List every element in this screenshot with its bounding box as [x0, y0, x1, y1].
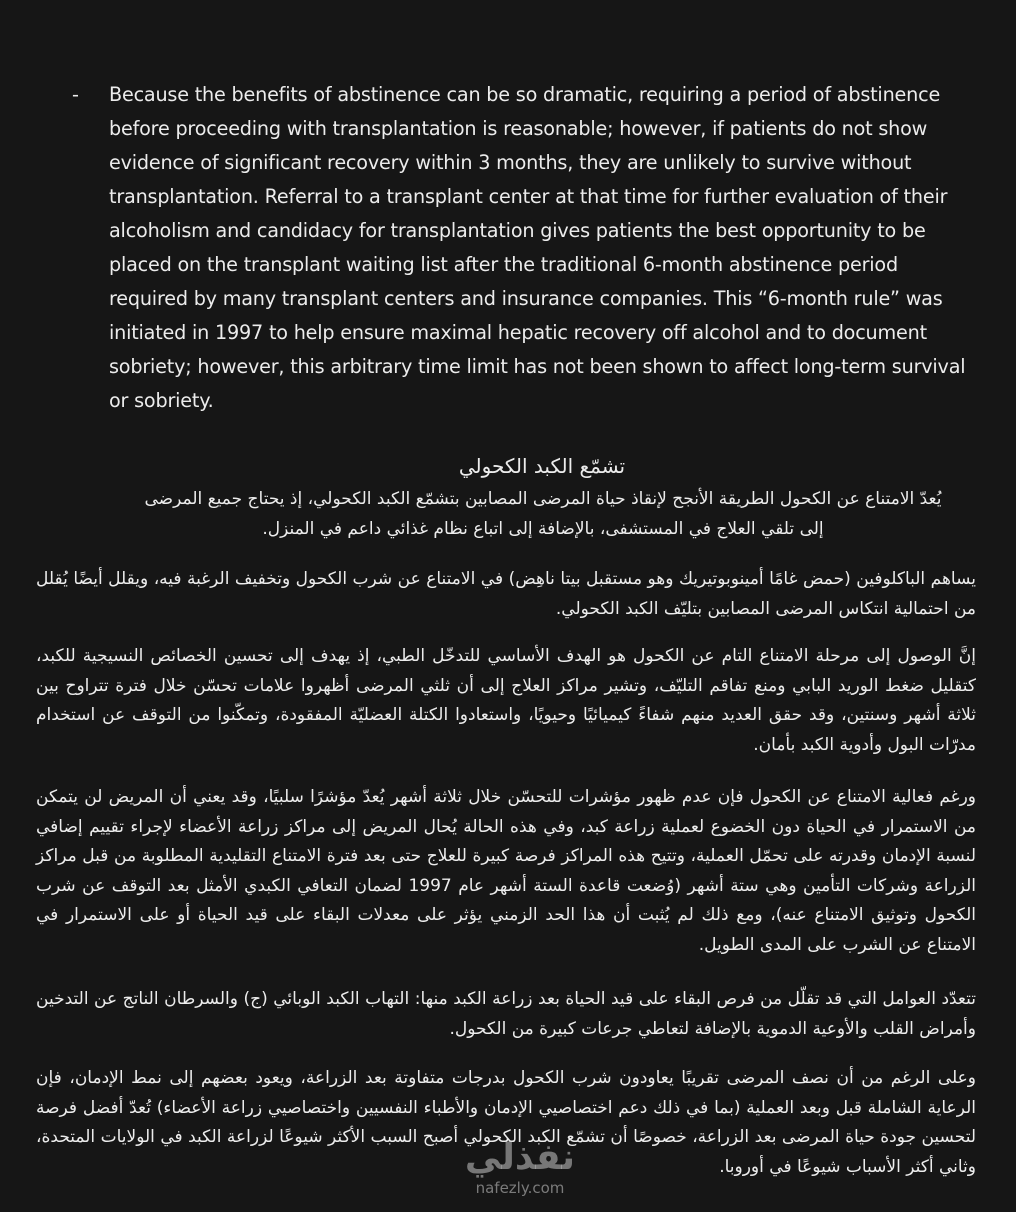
arabic-paragraph-relapse-care: وعلى الرغم من أن نصف المرضى تقريبًا يعاودون شرب الكحول بدرجات متفاوتة بعد الزراعة، ويعود بعضهم إلى نمط الإدمان، فإن الرعاية الشاملة قبل وبعد العملية (بما في ذلك دعم اختصاصيي الإدمان والأطباء النفسيين واختصاصيي زراعة الأعضاء) تُعدّ أفضل فرصة لتحسين جودة حياة المرضى بعد الزراعة، خصوصًا أن تشمّع الكبد الكحولي أصبح السبب الأكثر شيوعًا لزراعة الكبد في الولايات المتحدة، وثاني أكثر الأسباب شيوعًا في أوروبا. [36, 1068, 976, 1177]
arabic-paragraph-transplant-referral: ورغم فعالية الامتناع عن الكحول فإن عدم ظهور مؤشرات للتحسّن خلال ثلاثة أشهر يُعدّ مؤشرًا سلبيًا، وقد يعني أن المريض لن يتمكن من الاستمرار في الحياة دون الخضوع لعملية زراعة كبد، وفي هذه الحالة يُحال المريض إلى مراكز زراعة الأعضاء لإجراء تقييم إضافي لنسبة الإدمان وقدرته على تحمّل العملية، وتتيح هذه المراكز فرصة كبيرة للعلاج حتى بعد فترة الامتناع التقليدية المطلوبة من قبل مراكز الزراعة وشركات التأمين وهي ستة أشهر (وُضعت قاعدة الستة أشهر عام 1997 لضمان التعافي الكبدي الأمثل بعد التوقف عن شرب الكحول وتوثيق الامتناع عنه)، ومع ذلك لم يُثبت أن هذا الحد الزمني يؤثر على معدلات البقاء على قيد الحياة أو على الاستمرار في الامتناع عن الشرب على المدى الطويل. [36, 787, 977, 955]
arabic-paragraph-baclofen: يساهم الباكلوفين (حمض غامًا أمينوبوتيريك وهو مستقبل بيتا ناهِض) في الامتناع عن شرب الكحول وتخفيف الرغبة فيه، ويقلل أيضًا يُقلل من احتمالية انتكاس المرضى المصابين بتليّف الكبد الكحولي. [36, 569, 976, 619]
english-paragraph: Because the benefits of abstinence can be so dramatic, requiring a period of abstinence before proceeding with transplantation is reasonable; however, if patients do not show evidence of significant recovery within 3 months, they are unlikely to survive without transplantation. Referral to a transplant center at that time for further evaluation of their alcoholism and candidacy for transplantation gives patients the best opportunity to be placed on the transplant waiting list after the traditional 6-month abstinence period required by many transplant centers and insurance companies. This “6-month rule” was initiated in 1997 to help ensure maximal hepatic recovery off alcohol and to document sobriety; however, this arbitrary time limit has not been shown to affect long-term survival or sobriety. [109, 83, 966, 412]
english-bullet-item [72, 78, 972, 418]
arabic-paragraph-abstinence-goal: إنَّ الوصول إلى مرحلة الامتناع التام عن الكحول هو الهدف الأساسي للتدخّل الطبي، إذ يهدف إلى تحسين الخصائص النسيجية للكبد، كتقليل ضغط الوريد البابي ومنع تفاقم التليّف، وتشير مراكز العلاج إلى أن ثلثي المرضى أظهروا علامات تحسّن خلال فترة تتراوح بين ثلاثة أشهر وسنتين، وقد حقق العديد منهم شفاءً كيميائيًا وحيويًا، واستعادوا الكتلة العضليّة المفقودة، وتمكّنوا من التوقف عن استخدام مدرّات البول وأدوية الكبد بأمان. [36, 646, 976, 755]
watermark-site: nafezly.com [475, 1179, 565, 1197]
arabic-paragraph-survival-factors: تتعدّد العوامل التي قد تقلّل من فرص البقاء على قيد الحياة بعد زراعة الكبد منها: التهاب الكبد الوبائي (ج) والسرطان الناتج عن التدخين وأمراض القلب والأوعية الدموية بالإضافة لتعاطي جرعات كبيرة من الكحول. [36, 989, 976, 1039]
arabic-section-title: تشمّع الكبد الكحولي [458, 454, 626, 478]
arabic-intro-paragraph: يُعدّ الامتناع عن الكحول الطريقة الأنجح لإنقاذ حياة المرضى المصابين بتشمّع الكبد الكحولي، إذ يحتاج جميع المرضى إلى تلقي العلاج في المستشفى، بالإضافة إلى اتباع نظام غذائي داعم في المنزل. [144, 489, 942, 539]
bullet-dash: - [72, 83, 79, 106]
watermark-logo: نفذلي [464, 1137, 576, 1178]
